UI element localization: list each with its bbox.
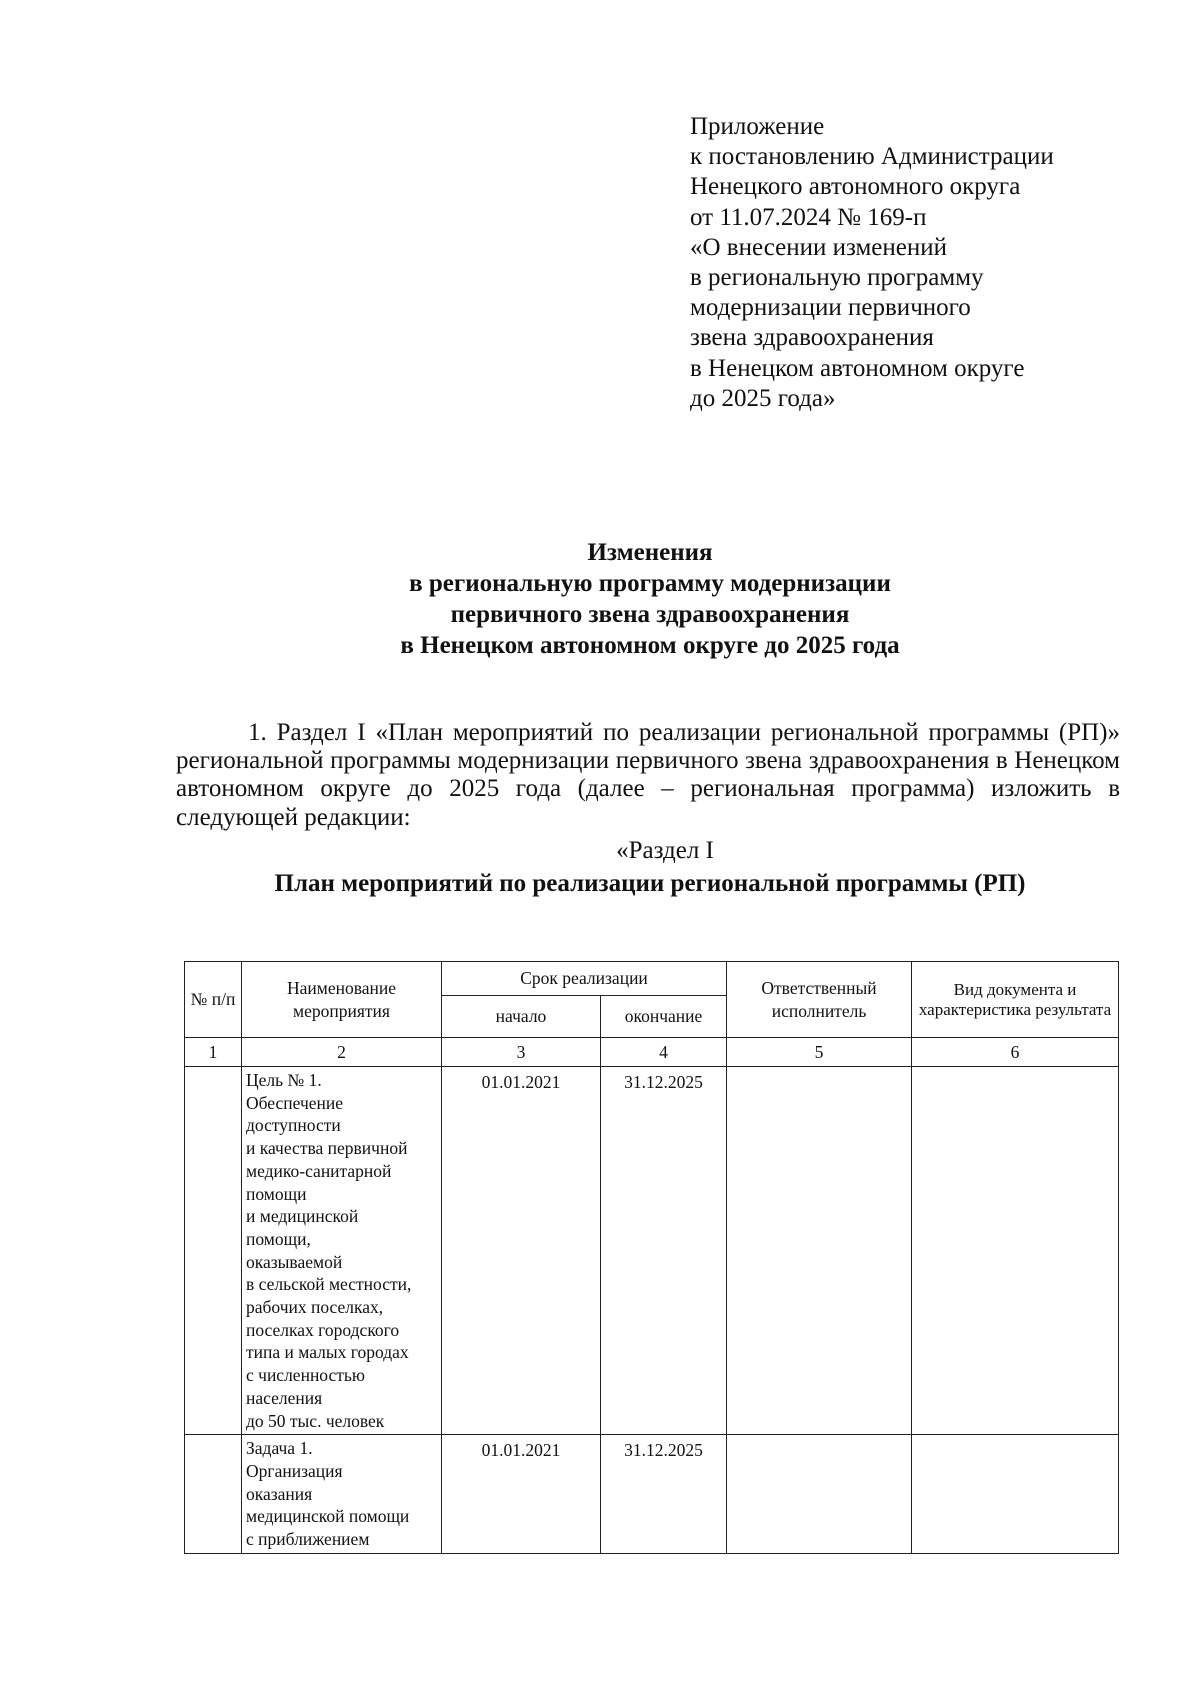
appendix-line: звена здравоохранения: [690, 324, 934, 352]
appendix-line: модернизации первичного: [690, 294, 971, 322]
header-period: Срок реализации: [442, 962, 727, 996]
column-numbers-row: [185, 1038, 1119, 1067]
row-name-line: доступности: [246, 1115, 341, 1136]
row-name-line: помощи,: [246, 1228, 311, 1249]
column-number: 5: [727, 1038, 912, 1067]
appendix-line: до 2025 года»: [690, 384, 836, 412]
column-number: 1: [185, 1038, 242, 1067]
row-name-line: поселках городского: [246, 1319, 400, 1340]
row-name-line: Задача 1.: [246, 1438, 313, 1459]
row-num: [185, 1435, 242, 1554]
table-row: [185, 1435, 1119, 1554]
row-name-line: медико-санитарной: [246, 1160, 392, 1181]
row-start: 01.01.2021: [442, 1067, 601, 1435]
row-num: [185, 1067, 242, 1435]
row-name-line: типа и малых городах: [246, 1342, 409, 1363]
row-name: [242, 1435, 442, 1554]
header-num: № п/п: [185, 962, 242, 1038]
row-name: [242, 1067, 442, 1435]
plan-table: [184, 961, 1119, 1554]
row-name-line: населения: [246, 1387, 323, 1408]
appendix-line: к постановлению Администрации: [690, 143, 1054, 171]
row-name-line: оказания: [246, 1483, 313, 1504]
header-name: Наименование мероприятия: [242, 962, 442, 1038]
row-name-line: медицинской помощи: [246, 1506, 410, 1527]
header-end: окончание: [601, 996, 727, 1038]
appendix-block: [690, 112, 1054, 414]
appendix-line: в региональную программу: [690, 264, 984, 292]
appendix-line: Приложение: [690, 113, 825, 140]
row-document: [912, 1435, 1119, 1554]
row-name-line: Обеспечение: [246, 1092, 344, 1113]
row-name-line: оказываемой: [246, 1251, 343, 1272]
row-end: 31.12.2025: [601, 1067, 727, 1435]
row-name-line: Организация: [246, 1460, 343, 1481]
appendix-line: «О внесении изменений: [690, 233, 948, 261]
appendix-line: от 11.07.2024 № 169-п: [690, 203, 927, 231]
column-number: 6: [912, 1038, 1119, 1067]
row-name-line: до 50 тыс. человек: [246, 1410, 385, 1431]
header-start: начало: [442, 996, 601, 1038]
table-row: [185, 1067, 1119, 1435]
row-name-line: в сельской местности,: [246, 1274, 412, 1295]
heading-line: первичного звена здравоохранения: [450, 601, 850, 628]
row-name-line: Цель № 1.: [246, 1070, 322, 1090]
column-number: 2: [242, 1038, 442, 1067]
row-start: 01.01.2021: [442, 1435, 601, 1554]
row-name-line: с приближением: [246, 1529, 370, 1550]
row-name-line: с численностью: [246, 1365, 365, 1386]
header-document: Вид документа и характеристика результата: [912, 962, 1119, 1038]
heading-line: Изменения: [587, 539, 713, 566]
appendix-line: в Ненецком автономном округе: [690, 354, 1025, 382]
body-paragraph: 1. Раздел I «План мероприятий по реализации региональной программы (РП)» региональной программы модернизации первичного звена здравоохранения в Ненецком автономном округе до 2025 года (далее – региональная программа) изложить в следующей редакции:: [176, 719, 1120, 831]
row-responsible: [727, 1435, 912, 1554]
column-number: 4: [601, 1038, 727, 1067]
row-document: [912, 1067, 1119, 1435]
section-title: План мероприятий по реализации региональной программы (РП): [274, 870, 1026, 897]
row-responsible: [727, 1067, 912, 1435]
appendix-line: Ненецкого автономного округа: [690, 173, 1021, 201]
column-number: 3: [442, 1038, 601, 1067]
heading-line: в Ненецком автономном округе до 2025 года: [400, 632, 900, 659]
row-name-line: помощи: [246, 1183, 307, 1204]
row-name-line: рабочих поселках,: [246, 1297, 384, 1318]
header-responsible: Ответственный исполнитель: [727, 962, 912, 1038]
heading-line: в региональную программу модернизации: [409, 570, 891, 597]
section-label: «Раздел I: [616, 837, 714, 864]
row-end: 31.12.2025: [601, 1435, 727, 1554]
document-heading: [170, 537, 1130, 661]
row-name-line: и качества первичной: [246, 1138, 408, 1159]
row-name-line: и медицинской: [246, 1206, 359, 1227]
